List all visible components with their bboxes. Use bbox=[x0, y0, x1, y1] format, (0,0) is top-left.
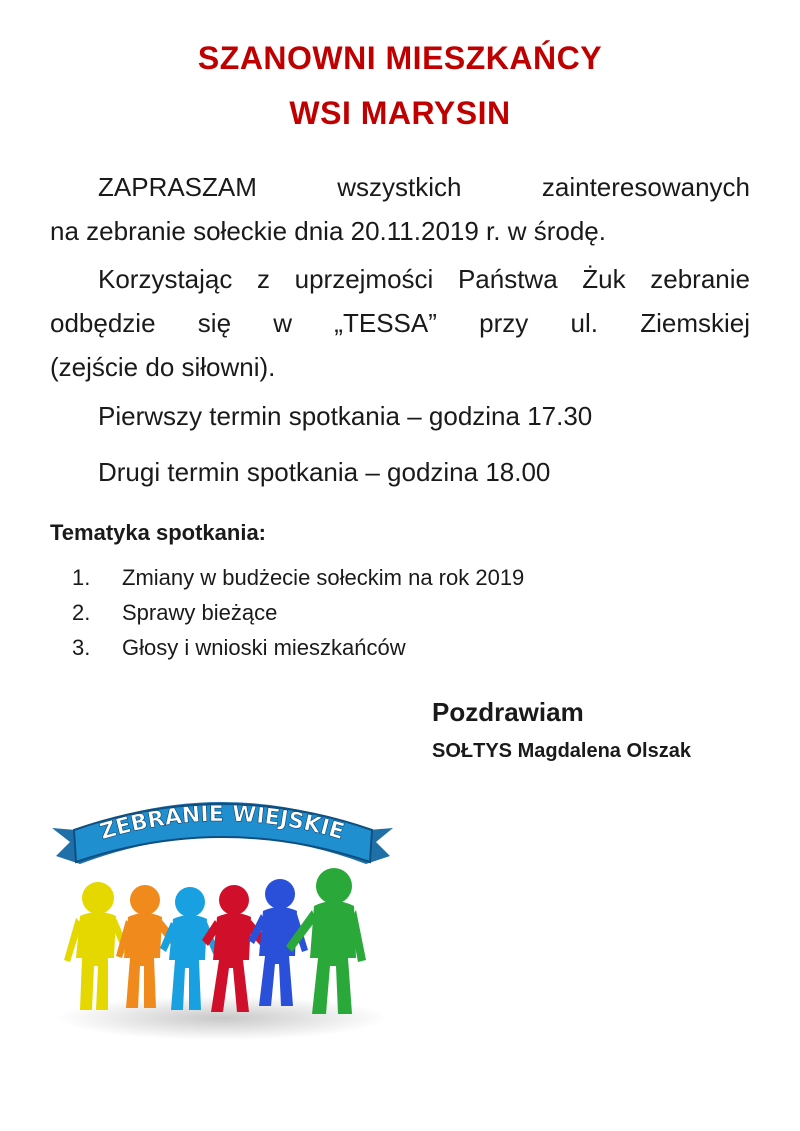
location-line-2: odbędzie się w „TESSA” przy ul. Ziemskiej bbox=[50, 308, 750, 338]
second-term: Drugi termin spotkania – godzina 18.00 bbox=[98, 457, 551, 487]
signature: SOŁTYS Magdalena Olszak bbox=[432, 740, 691, 762]
topics-list bbox=[72, 560, 524, 665]
invitation-line-2: na zebranie sołeckie dnia 20.11.2019 r. w środę. bbox=[50, 216, 606, 246]
topics-heading: Tematyka spotkania: bbox=[50, 520, 267, 545]
village-meeting-logo bbox=[50, 790, 395, 1040]
location-line-3: (zejście do siłowni). bbox=[50, 352, 276, 382]
list-item bbox=[72, 595, 524, 630]
list-number: 1. bbox=[72, 565, 91, 590]
location-line-1: Korzystając z uprzejmości Państwa Żuk zebranie bbox=[98, 264, 750, 294]
list-item bbox=[72, 630, 524, 665]
figure-cyan bbox=[160, 887, 220, 1010]
list-number: 3. bbox=[72, 635, 91, 660]
figure-orange bbox=[116, 885, 178, 1008]
title-line-2: WSI MARYSIN bbox=[289, 95, 511, 131]
first-term: Pierwszy termin spotkania – godzina 17.30 bbox=[98, 401, 593, 431]
title-line-1: SZANOWNI MIESZKAŃCY bbox=[197, 40, 603, 76]
banner-text: ZEBRANIE WIEJSKIE bbox=[97, 801, 347, 846]
list-text: Zmiany w budżecie sołeckim na rok 2019 bbox=[122, 565, 525, 590]
greeting: Pozdrawiam bbox=[432, 697, 584, 727]
list-text: Głosy i wnioski mieszkańców bbox=[122, 635, 406, 660]
invitation-line-1: ZAPRASZAM wszystkich zainteresowanych bbox=[98, 172, 750, 202]
list-number: 2. bbox=[72, 600, 91, 625]
list-text: Sprawy bieżące bbox=[122, 600, 278, 625]
list-item bbox=[72, 560, 524, 595]
figure-green bbox=[286, 868, 366, 1014]
